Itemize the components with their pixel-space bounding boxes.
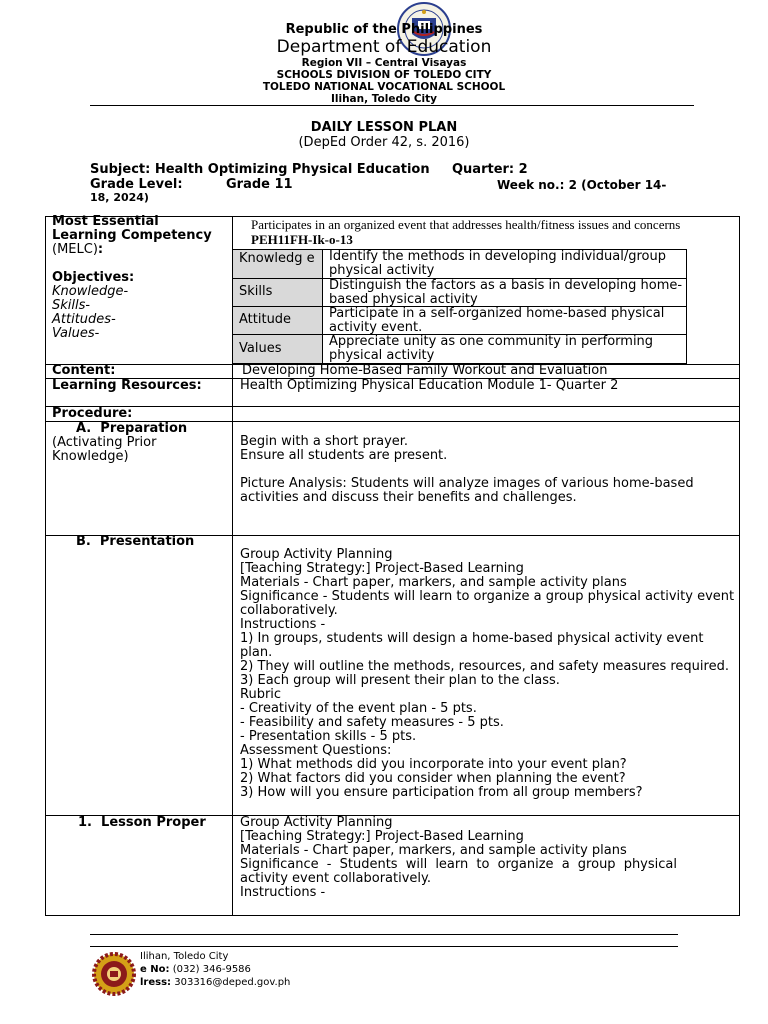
presentation-line: 1) What methods did you incorporate into your event plan? bbox=[240, 757, 627, 772]
presentation-line: - Presentation skills - 5 pts. bbox=[240, 729, 417, 744]
presentation-content bbox=[240, 548, 736, 800]
presentation-line: 3) How will you ensure participation from all group members? bbox=[240, 785, 643, 800]
preparation-label: A. Preparation bbox=[76, 421, 188, 436]
week-text-continued: 18, 2024) bbox=[90, 191, 149, 204]
presentation-line: 3) Each group will present their plan to the class. bbox=[240, 673, 560, 688]
school-name: TOLEDO NATIONAL VOCATIONAL SCHOOL bbox=[262, 81, 506, 93]
presentation-label: B. Presentation bbox=[76, 534, 195, 549]
objective-row-label: Attitude bbox=[233, 307, 323, 334]
school-seal-icon bbox=[92, 952, 136, 996]
preparation-sub: (Activating Prior Knowledge) bbox=[52, 435, 157, 464]
lesson-proper-line: [Teaching Strategy:] Project-Based Learning bbox=[240, 829, 524, 844]
lesson-proper-line: Instructions - bbox=[240, 885, 326, 900]
subject-text: Subject: Health Optimizing Physical Education bbox=[90, 162, 430, 177]
presentation-line: Instructions - bbox=[240, 617, 326, 632]
presentation-line: Materials - Chart paper, markers, and sample activity plans bbox=[240, 575, 627, 590]
objective-attitudes-label: Attitudes- bbox=[52, 312, 116, 327]
lesson-proper-line: Group Activity Planning bbox=[240, 815, 393, 830]
objective-values-label: Values- bbox=[52, 326, 100, 341]
objective-row-knowledge bbox=[232, 249, 687, 279]
week-text: Week no.: 2 (October 14- bbox=[497, 178, 667, 192]
footer-email: lress: 303316@deped.gov.ph bbox=[140, 977, 291, 988]
objective-row-attitude bbox=[232, 306, 687, 335]
document-title: DAILY LESSON PLAN bbox=[310, 120, 458, 135]
presentation-line: 2) They will outline the methods, resources, and safety measures required. bbox=[240, 659, 729, 674]
resources-label: Learning Resources: bbox=[52, 378, 202, 393]
preparation-line: Begin with a short prayer. bbox=[240, 434, 409, 449]
region-text: Region VII – Central Visayas bbox=[301, 57, 467, 69]
presentation-line: 1) In groups, students will design a home-based physical activity event plan. bbox=[240, 631, 704, 660]
school-address: Ilihan, Toledo City bbox=[330, 93, 438, 105]
content-label: Content: bbox=[52, 363, 116, 378]
lesson-proper-line: Significance - Students will learn to organize a group physical activity event collaboratively. bbox=[240, 857, 677, 886]
presentation-line: Assessment Questions: bbox=[240, 743, 392, 758]
objective-skills-label: Skills- bbox=[52, 298, 91, 313]
objective-row-values bbox=[232, 334, 687, 364]
presentation-line: Rubric bbox=[240, 687, 282, 702]
footer-divider-top bbox=[90, 934, 678, 935]
preparation-content bbox=[240, 435, 732, 505]
lesson-proper-label: 1. Lesson Proper bbox=[78, 815, 206, 830]
objective-row-text: Distinguish the factors as a basis in developing home-based physical activity bbox=[329, 278, 683, 307]
presentation-line: - Feasibility and safety measures - 5 pts. bbox=[240, 715, 504, 730]
presentation-line: Significance - Students will learn to organize a group physical activity event collaboratively. bbox=[240, 589, 735, 618]
objective-row-text: Appreciate unity as one community in performing physical activity bbox=[329, 334, 654, 363]
republic-text: Republic of the Philippines bbox=[285, 22, 483, 37]
melc-label-3: (MELC): bbox=[52, 242, 104, 257]
grade-level-value: Grade 11 bbox=[226, 177, 293, 192]
objectives-label: Objectives: bbox=[52, 270, 135, 285]
objective-row-label: Values bbox=[233, 335, 323, 363]
document-order: (DepEd Order 42, s. 2016) bbox=[298, 135, 470, 150]
objective-knowledge-label: Knowledge- bbox=[52, 284, 129, 299]
objective-row-label: Skills bbox=[233, 279, 323, 306]
division-text: SCHOOLS DIVISION OF TOLEDO CITY bbox=[276, 69, 492, 81]
footer-address: Ilihan, Toledo City bbox=[140, 951, 229, 962]
presentation-line: [Teaching Strategy:] Project-Based Learning bbox=[240, 561, 524, 576]
preparation-line: Ensure all students are present. bbox=[240, 448, 448, 463]
presentation-line: Group Activity Planning bbox=[240, 547, 393, 562]
footer-divider-bottom bbox=[90, 946, 678, 947]
resources-value: Health Optimizing Physical Education Module 1- Quarter 2 bbox=[240, 378, 619, 393]
grade-level-label: Grade Level: bbox=[90, 177, 183, 192]
content-value: Developing Home-Based Family Workout and Evaluation bbox=[242, 363, 608, 378]
preparation-line: Picture Analysis: Students will analyze images of various home-based activities and discuss their benefits and challenges. bbox=[240, 476, 694, 505]
objective-row-text: Participate in a self-organized home-based physical activity event. bbox=[329, 306, 665, 335]
row-divider bbox=[45, 406, 740, 407]
melc-label-1: Most Essential bbox=[52, 214, 159, 229]
presentation-line: - Creativity of the event plan - 5 pts. bbox=[240, 701, 477, 716]
objective-row-text: Identify the methods in developing individual/group physical activity bbox=[329, 249, 666, 278]
melc-label-2: Learning Competency bbox=[52, 228, 212, 243]
department-title: Department of Education bbox=[276, 37, 492, 57]
procedure-label: Procedure: bbox=[52, 406, 133, 421]
melc-text: Participates in an organized event that addresses health/fitness issues and concerns PEH11FH-Ik-o-13 bbox=[251, 217, 681, 247]
objective-row-skills bbox=[232, 278, 687, 307]
header-divider bbox=[90, 105, 694, 106]
objective-row-label: Knowledg e bbox=[233, 250, 323, 278]
lesson-proper-line: Materials - Chart paper, markers, and sample activity plans bbox=[240, 843, 627, 858]
lesson-proper-content bbox=[240, 816, 677, 900]
quarter-text: Quarter: 2 bbox=[452, 162, 528, 177]
presentation-line: 2) What factors did you consider when planning the event? bbox=[240, 771, 626, 786]
preparation-line bbox=[240, 463, 732, 477]
footer-phone: e No: (032) 346-9586 bbox=[140, 964, 251, 975]
